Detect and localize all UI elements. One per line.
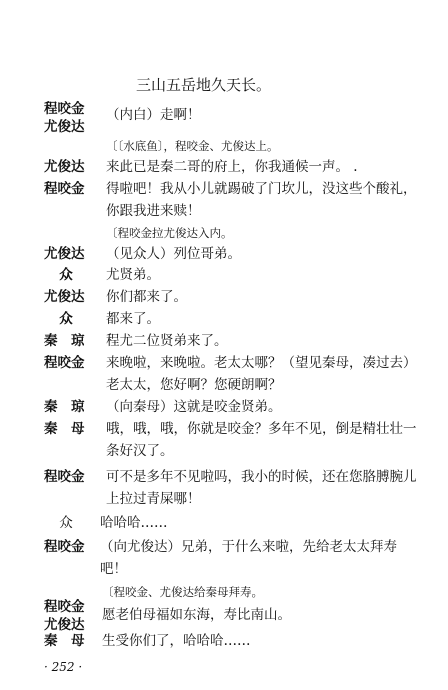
dialogue-line: 程尤二位贤弟来了。 [106,333,228,349]
dialogue-line: （向秦母）这就是咬金贤弟。 [106,399,282,415]
dialogue-line: 可不是多年不见啦吗，我小的时候，还在您胳膊腕儿 [106,469,417,485]
dialogue-line: （向尤俊达）兄弟，于什么来啦，先给老太太拜寿 [100,539,397,555]
dialogue-line: （内白）走啊！ [106,107,201,123]
speaker-label: 尤俊达 [44,159,85,175]
speaker-label: 众 [59,267,73,283]
page-number: · 252 · [44,660,83,674]
speaker-label: 程咬金 [44,539,85,555]
dialogue-line: 上拉过青屎哪！ [106,491,201,507]
dialogue-line: 你跟我进来赎！ [106,203,201,219]
speaker-name: 尤俊达 [44,119,85,135]
speaker-name: 程咬金 [44,599,85,615]
dialogue-line: 吧！ [100,561,127,577]
speaker-label: 秦 琼 [44,399,85,415]
speaker-label: 尤俊达 [44,289,85,305]
dialogue-line: 生受你们了，哈哈哈…… [102,633,251,649]
speaker-label: 秦 母 [44,421,85,437]
dialogue-line: 你们都来了。 [106,289,187,305]
speaker-name: 程咬金 [44,101,85,117]
speaker-label: 众 [59,515,73,531]
scene-heading: 三山五岳地久天长。 [136,76,272,94]
stage-direction: 〔〔水底鱼〕，程咬金、尤俊达上。 [106,139,279,153]
dialogue-line: 都来了。 [106,311,160,327]
dialogue-line: 尤贤弟。 [106,267,160,283]
dialogue-line: （见众人）列位哥弟。 [106,246,241,262]
stage-direction: 〔程咬金、尤俊达给秦母拜寿。 [102,585,263,599]
speaker-label: 程咬金 [44,355,85,371]
speaker-name: 尤俊达 [44,617,85,633]
dialogue-line: 愿老伯母福如东海，寿比南山。 [102,607,291,623]
dialogue-line: 条好汉了。 [106,443,174,459]
speaker-label: 程咬金 [44,181,85,197]
dialogue-line: 老太太，您好啊？您硬朗啊？ [106,377,282,393]
speaker-label: 众 [59,311,73,327]
stage-direction: 〔程咬金拉尤俊达入内。 [106,226,233,240]
speaker-label [44,100,85,136]
speaker-label: 程咬金 [44,469,85,485]
dialogue-line: 来晚啦，来晚啦。老太太哪？（望见秦母，凑过去） [106,355,417,371]
speaker-label: 秦 琼 [44,333,85,349]
dialogue-line: 哦，哦，哦，你就是咬金？多年不见，倒是精壮壮一 [106,421,417,437]
dialogue-line: 来此已是秦二哥的府上，你我通候一声。 . [106,159,358,175]
dialogue-line: 哈哈哈…… [100,515,168,531]
speaker-label: 尤俊达 [44,246,85,262]
dialogue-line: 得啦吧！我从小儿就踢破了门坎儿，没这些个酸礼， [106,181,417,197]
speaker-label: 秦 母 [44,633,85,649]
speaker-label [44,598,85,634]
